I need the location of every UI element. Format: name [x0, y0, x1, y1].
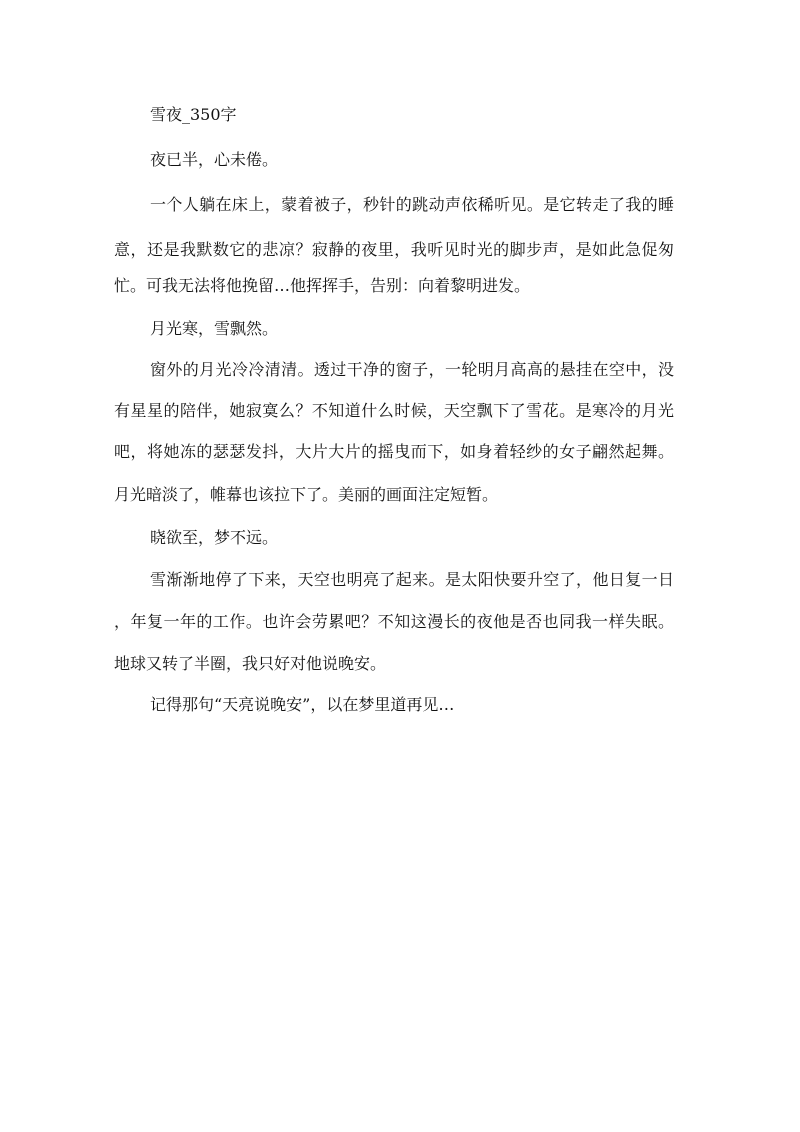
paragraph-line: 地球又转了半圈，我只好对他说晚安。 [114, 654, 387, 673]
paragraph-line: 雪渐渐地停了下来，天空也明亮了起来。是太阳快要升空了，他日复一日 [150, 570, 674, 589]
paragraph-line: 有星星的陪伴，她寂寞么？不知道什么时候，天空飘下了雪花。是寒冷的月光 [114, 401, 674, 420]
paragraph-line: 意，还是我默数它的悲凉？寂静的夜里，我听见时光的脚步声，是如此急促匆 [114, 240, 674, 259]
paragraph-line: 忙。可我无法将他挽留…他挥挥手，告别：向着黎明进发。 [114, 276, 531, 295]
paragraph-line: 吧，将她冻的瑟瑟发抖，大片大片的摇曳而下，如身着轻纱的女子翩然起舞。 [114, 442, 674, 461]
paragraph-line: 窗外的月光冷冷清清。透过干净的窗子，一轮明月高高的悬挂在空中，没 [150, 360, 674, 379]
paragraph-line: ，年复一年的工作。也许会劳累吧？不知这漫长的夜他是否也同我一样失眠。 [114, 612, 674, 631]
paragraph-line: 记得那句“天亮说晚安”，以在梦里道再见… [150, 695, 455, 714]
paragraph-line: 月光暗淡了，帷幕也该拉下了。美丽的画面注定短暂。 [114, 485, 499, 504]
document-title: 雪夜_350字 [150, 105, 237, 124]
paragraph-line: 夜已半，心未倦。 [150, 150, 279, 169]
paragraph-line: 一个人躺在床上，蒙着被子，秒针的跳动声依稀听见。是它转走了我的睡 [150, 195, 674, 214]
paragraph-line: 月光寒，雪飘然。 [150, 319, 279, 338]
paragraph-line: 晓欲至，梦不远。 [150, 528, 279, 547]
